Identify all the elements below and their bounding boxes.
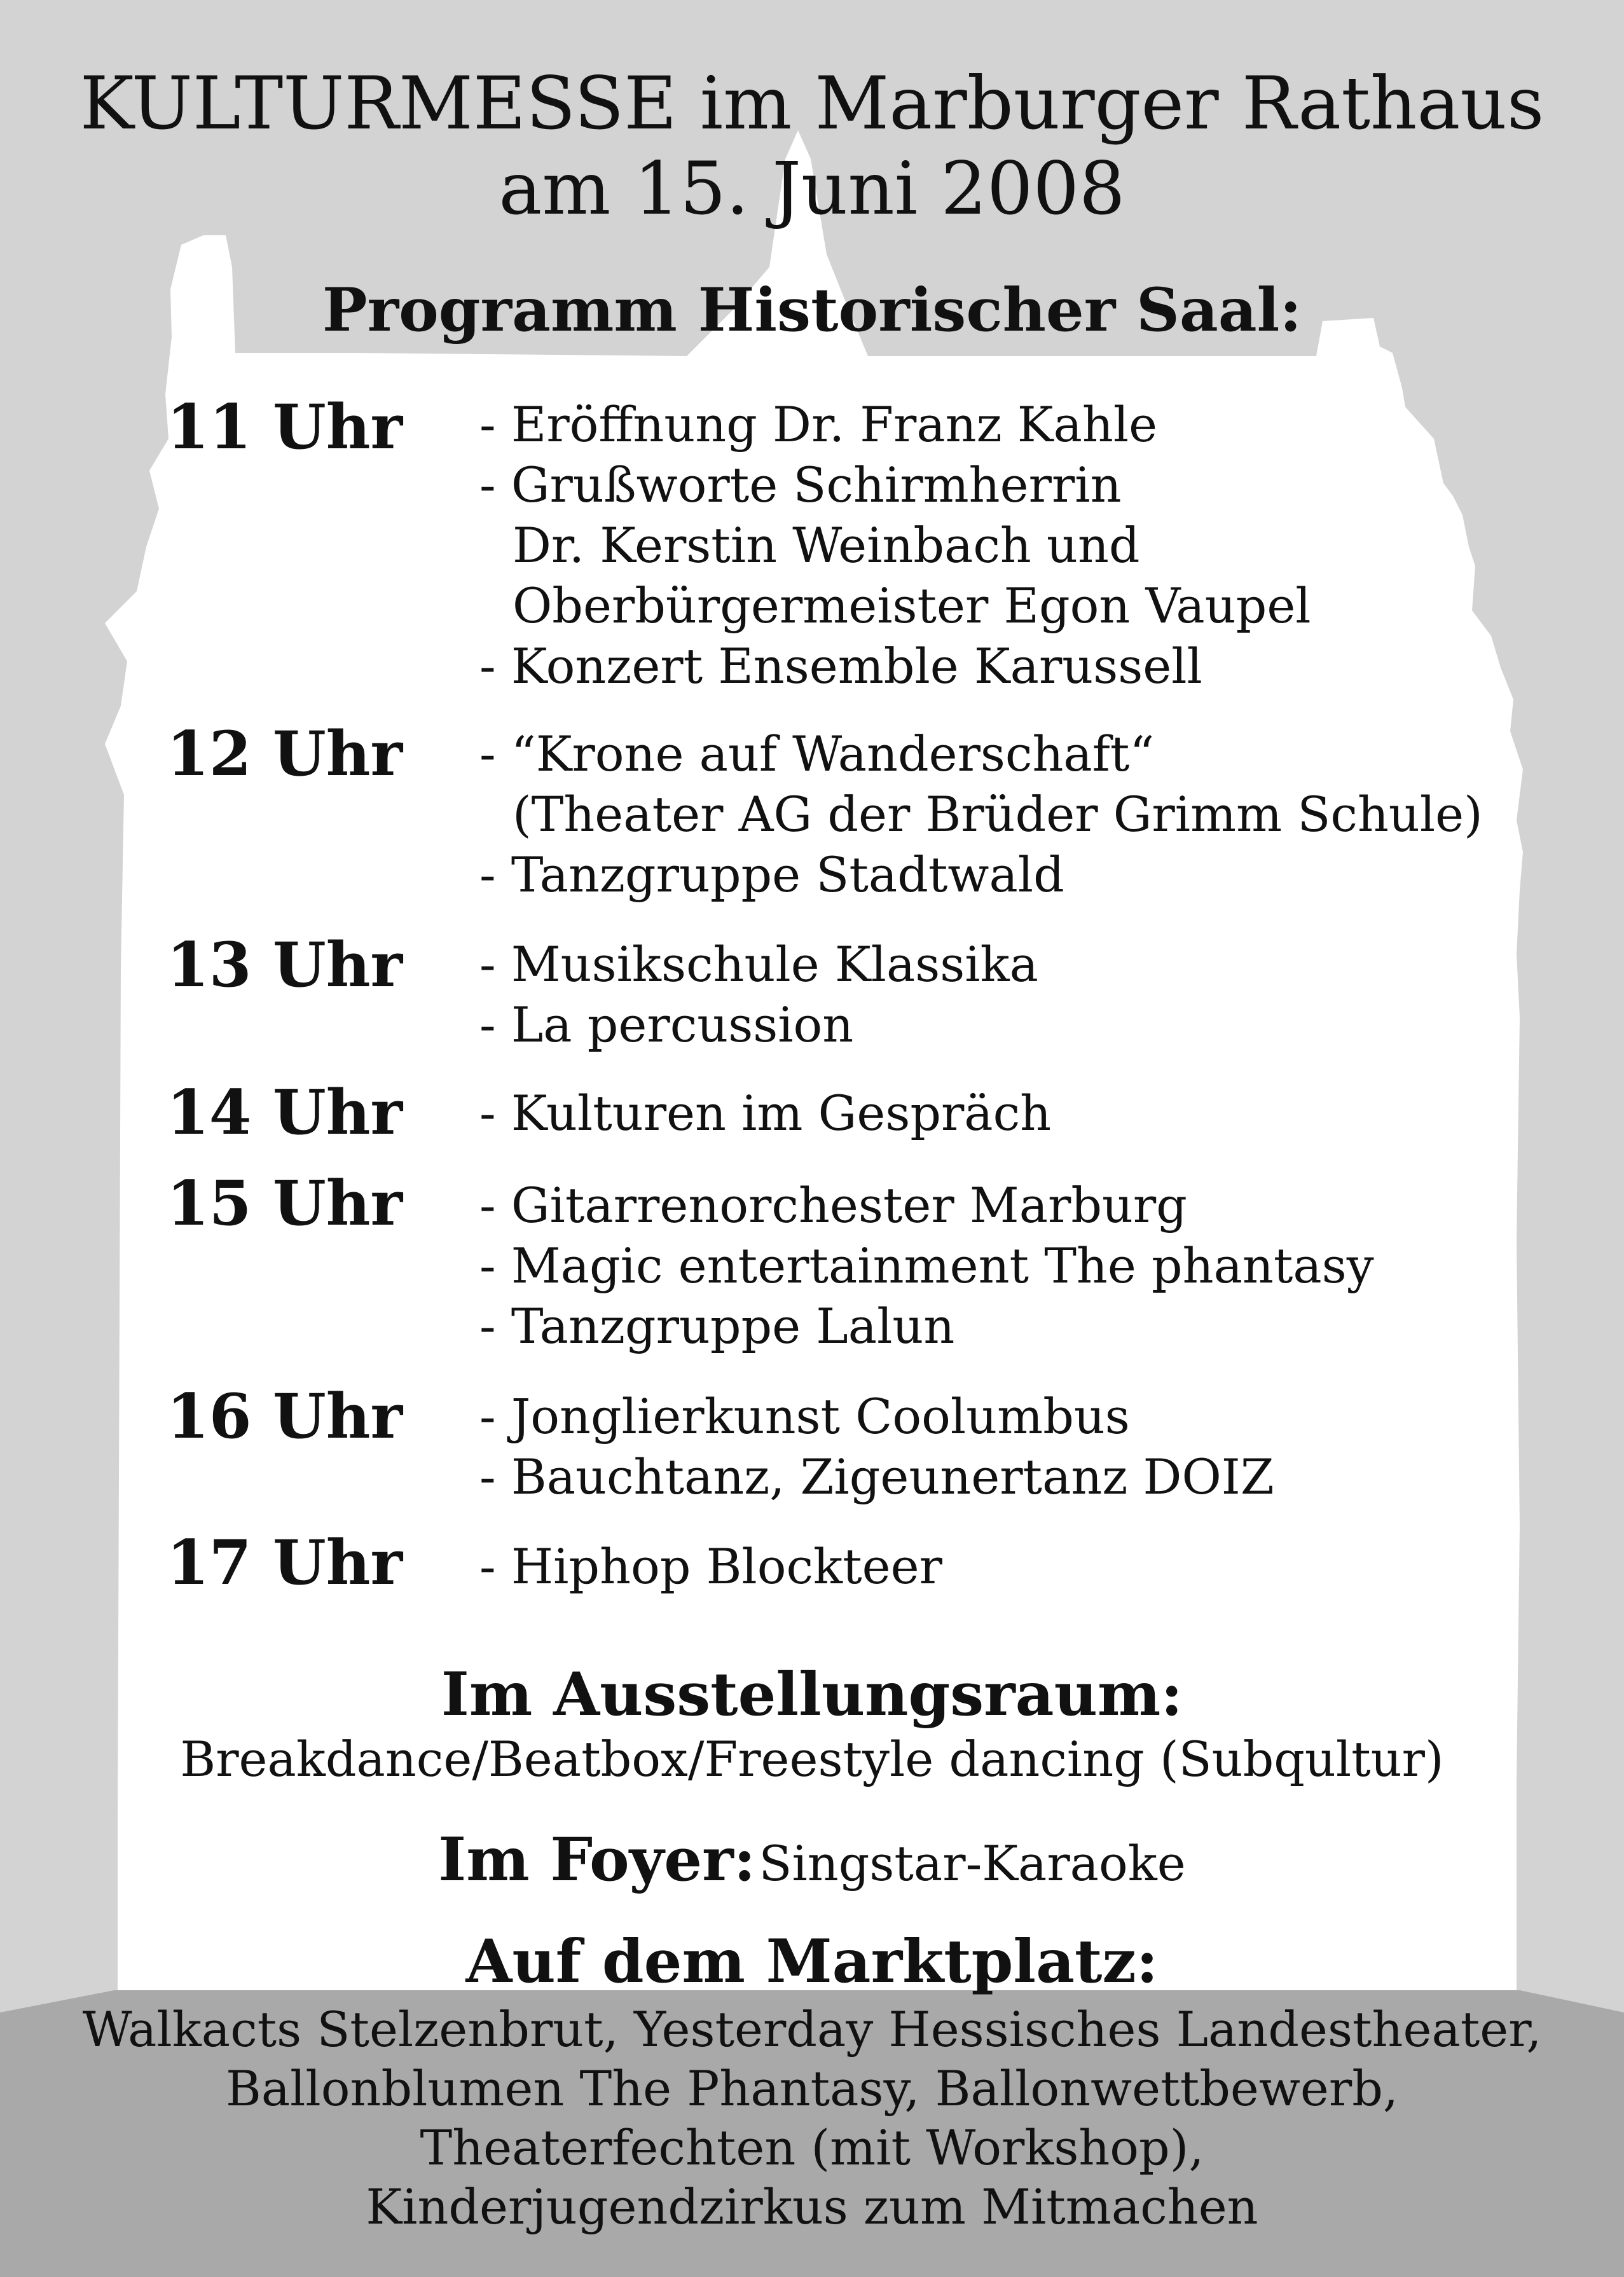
list-item: - La percussion xyxy=(479,996,854,1053)
list-item: - Tanzgruppe Lalun xyxy=(479,1298,955,1354)
list-item: - Bauchtanz, Zigeunertanz DOIZ xyxy=(479,1448,1274,1505)
time-slot-16: 16 Uhr xyxy=(167,1380,403,1452)
time-slot-15: 15 Uhr xyxy=(167,1167,403,1239)
time-slot-13: 13 Uhr xyxy=(167,929,403,1001)
list-item: - Magic entertainment The phantasy xyxy=(479,1237,1374,1294)
market-line: Walkacts Stelzenbrut, Yesterday Hessisches Landestheater, xyxy=(82,2001,1542,2058)
time-slot-17: 17 Uhr xyxy=(167,1527,403,1599)
list-item: - Tanzgruppe Stadtwald xyxy=(479,846,1064,903)
slot-12-items xyxy=(479,724,1483,905)
list-item: - Gitarrenorchester Marburg xyxy=(479,1177,1187,1234)
list-item: Dr. Kerstin Weinbach und xyxy=(513,517,1140,574)
slot-17-items xyxy=(479,1536,942,1597)
market-line: Kinderjugendzirkus zum Mitmachen xyxy=(366,2178,1258,2235)
exhibition-text: Breakdance/Beatbox/Freestyle dancing (Subqultur) xyxy=(180,1731,1444,1787)
foyer-text: Singstar-Karaoke xyxy=(759,1835,1186,1892)
list-item: - Jonglierkunst Coolumbus xyxy=(479,1388,1130,1445)
list-item: - Konzert Ensemble Karussell xyxy=(479,638,1202,694)
market-line: Ballonblumen The Phantasy, Ballonwettbewerb, xyxy=(225,2060,1399,2117)
title-line-2: am 15. Juni 2008 xyxy=(499,146,1125,231)
list-item: - Kulturen im Gespräch xyxy=(479,1085,1052,1141)
title-line-1: KULTURMESSE im Marburger Rathaus xyxy=(79,61,1545,146)
foyer-heading: Im Foyer: xyxy=(438,1825,756,1895)
program-heading: Programm Historischer Saal: xyxy=(322,275,1302,345)
slot-16-items xyxy=(479,1386,1274,1507)
list-item: (Theater AG der Brüder Grimm Schule) xyxy=(513,786,1483,843)
market-text xyxy=(0,2000,1624,2236)
time-slot-11: 11 Uhr xyxy=(167,391,403,463)
time-slot-14: 14 Uhr xyxy=(167,1077,403,1148)
list-item: - “Krone auf Wanderschaft“ xyxy=(479,726,1155,782)
poster-title xyxy=(0,61,1624,231)
list-item: - Hiphop Blockteer xyxy=(479,1538,942,1595)
exhibition-heading: Im Ausstellungsraum: xyxy=(441,1660,1183,1730)
slot-14-items xyxy=(479,1083,1051,1143)
slot-13-items xyxy=(479,934,1038,1055)
slot-11-items xyxy=(479,394,1311,696)
slot-15-items xyxy=(479,1175,1374,1356)
list-item: Oberbürgermeister Egon Vaupel xyxy=(513,577,1311,634)
time-slot-12: 12 Uhr xyxy=(167,718,403,790)
market-line: Theaterfechten (mit Workshop), xyxy=(420,2119,1204,2176)
list-item: - Grußworte Schirmherrin xyxy=(479,457,1122,513)
list-item: - Musikschule Klassika xyxy=(479,936,1038,993)
market-heading: Auf dem Marktplatz: xyxy=(465,1927,1159,1997)
list-item: - Eröffnung Dr. Franz Kahle xyxy=(479,396,1158,453)
foyer-line xyxy=(0,1825,1624,1912)
